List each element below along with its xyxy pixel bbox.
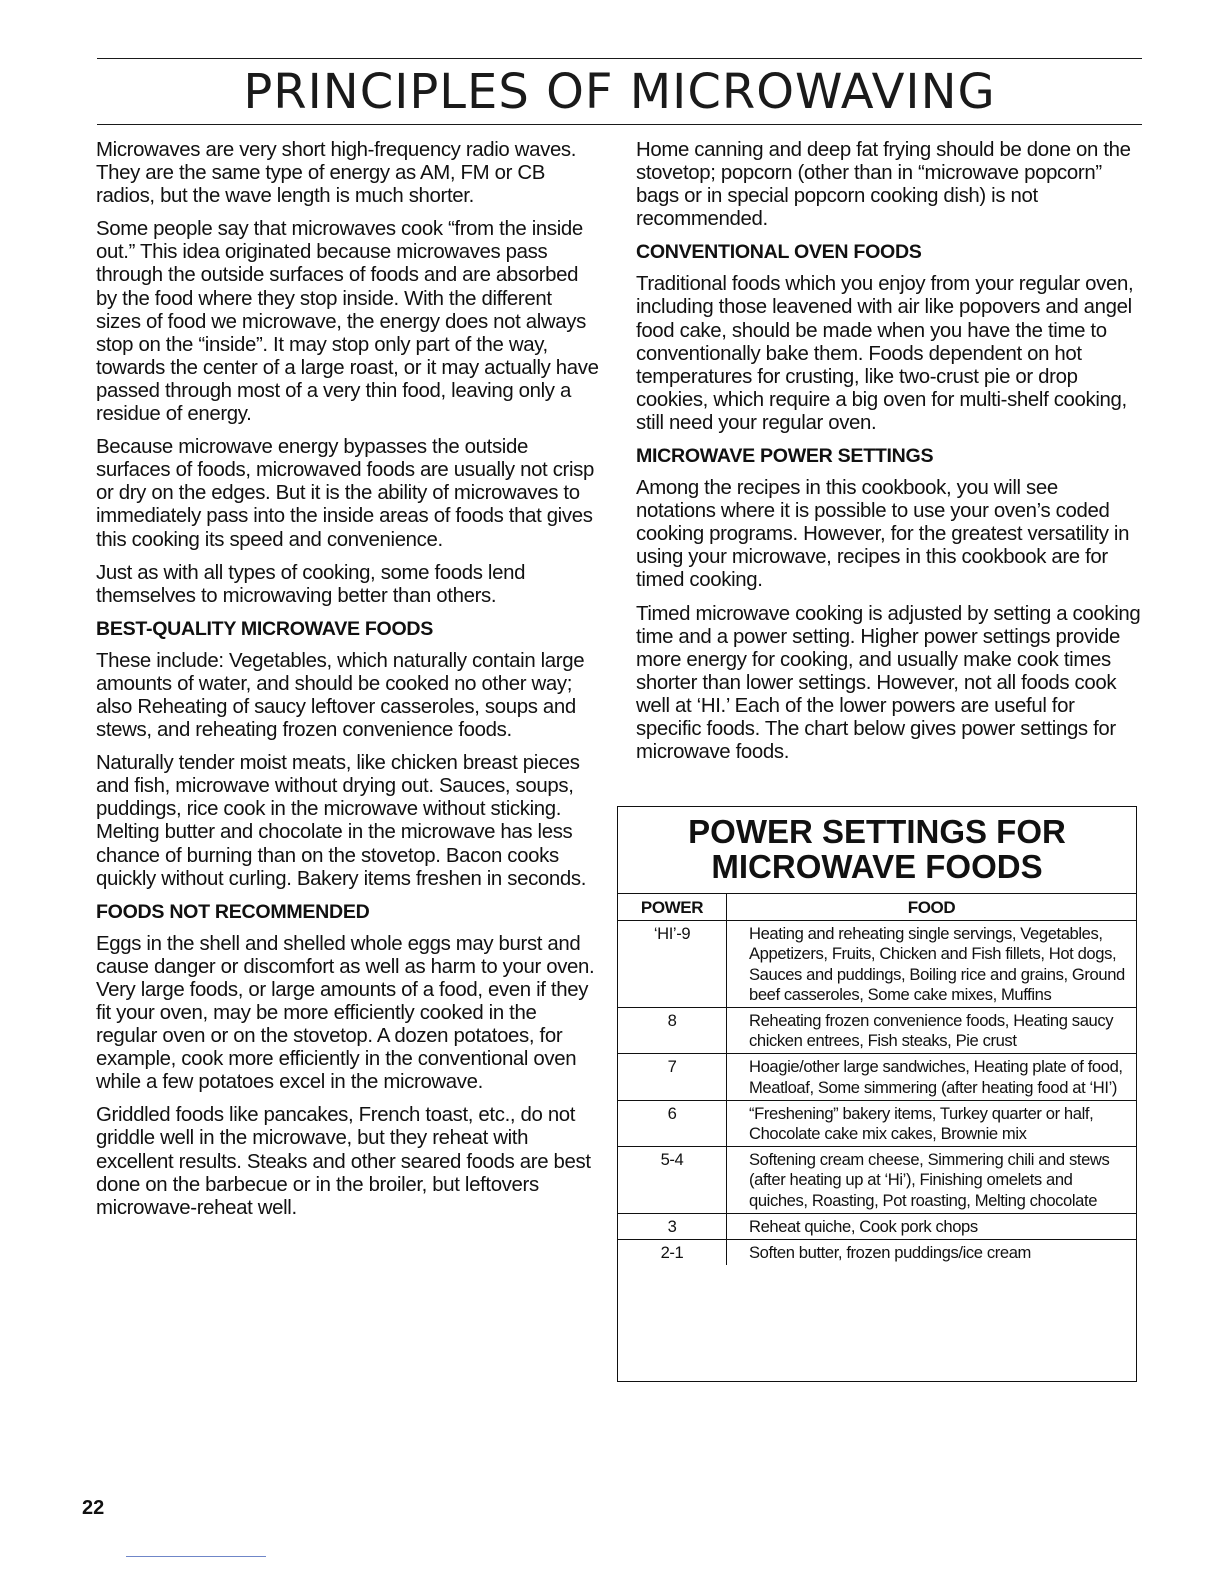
bypass-paragraph: Because microwave energy bypasses the outside surfaces of foods, microwaved foods are usually not crisp or dry on the edges. But it is the ability of microwaves to immediately pass into the inside areas of foods that gives this cooking its speed and convenience. — [96, 436, 594, 551]
power-cell: 3 — [618, 1213, 727, 1239]
not-recommended-paragraph-1: Eggs in the shell and shelled whole eggs may burst and cause danger or discomfort as well as harm to your oven. Very large foods, or large amounts of a food, even if they fit your oven, may be more efficiently cooked in the regular oven or on the stovetop. A dozen potatoes, for example, cook more efficiently in the conventional oven while a few potatoes excel in the microwave. — [96, 932, 595, 1094]
right-column — [636, 139, 1141, 774]
power-cell: 2-1 — [618, 1240, 727, 1266]
table-row — [618, 1147, 1136, 1214]
power-column-header: POWER — [618, 894, 727, 921]
food-column-header: FOOD — [727, 894, 1137, 921]
power-table-title — [618, 814, 1136, 884]
power-cell: 5-4 — [618, 1147, 727, 1214]
title-rule — [97, 124, 1142, 125]
conventional-oven-paragraph: Traditional foods which you enjoy from your regular oven, including those leavened with air like popovers and angel food cake, should be made when you have the time to conventionally bake them. Foods dependent on hot temperatures for crusting, like two-crust pie or drop cookies, which require a big oven for multi-shelf cooking, still need your regular oven. — [636, 273, 1134, 434]
top-rule — [97, 58, 1142, 59]
table-row — [618, 1008, 1136, 1054]
power-settings-heading: MICROWAVE POWER SETTINGS — [636, 445, 934, 468]
table-row — [618, 1240, 1136, 1266]
power-cell: 6 — [618, 1100, 727, 1146]
table-row — [618, 1213, 1136, 1239]
table-row — [618, 921, 1136, 1008]
food-cell: Hoagie/other large sandwiches, Heating plate of food, Meatloaf, Some simmering (after heating food at ‘HI’) — [727, 1054, 1137, 1100]
not-recommended-heading: FOODS NOT RECOMMENDED — [96, 900, 370, 923]
left-column — [96, 139, 600, 1230]
food-cell: Reheat quiche, Cook pork chops — [727, 1213, 1137, 1239]
power-settings-table-box — [617, 806, 1137, 1382]
power-cell: 7 — [618, 1054, 727, 1100]
food-cell: Soften butter, frozen puddings/ice cream — [727, 1240, 1137, 1266]
footer-rule — [126, 1556, 266, 1557]
food-cell: “Freshening” bakery items, Turkey quarter or half, Chocolate cake mix cakes, Brownie mix — [727, 1100, 1137, 1146]
food-cell: Softening cream cheese, Simmering chili and stews (after heating up at ‘Hi’), Finishing omelets and quiches, Roasting, Pot roasting, Melting chocolate — [727, 1147, 1137, 1214]
best-quality-heading: BEST-QUALITY MICROWAVE FOODS — [96, 617, 434, 640]
power-settings-paragraph-1: Among the recipes in this cookbook, you will see notations where it is possible to use your oven’s coded cooking programs. However, for the greatest versatility in using your microwave, recipes in this cookbook are for timed cooking. — [636, 477, 1130, 592]
canning-paragraph: Home canning and deep fat frying should be done on the stovetop; popcorn (other than in “microwave popcorn” bags or in special popcorn cooking dish) is not recommended. — [636, 139, 1131, 231]
power-cell: ‘HI’-9 — [618, 921, 727, 1008]
lend-paragraph: Just as with all types of cooking, some foods lend themselves to microwaving better than others. — [96, 561, 526, 607]
intro-paragraph: Microwaves are very short high-frequency radio waves. They are the same type of energy as AM, FM or CB radios, but the wave length is much shorter. — [96, 139, 577, 208]
food-cell: Heating and reheating single servings, Vegetables, Appetizers, Fruits, Chicken and Fish fillets, Hot dogs, Sauces and puddings, Boiling rice and grains, Ground beef casseroles, Some cake mixes, Muffins — [727, 921, 1137, 1008]
power-table-title-line-1: POWER SETTINGS FOR — [688, 813, 1066, 850]
conventional-oven-heading: CONVENTIONAL OVEN FOODS — [636, 241, 922, 264]
food-cell: Reheating frozen convenience foods, Heating saucy chicken entrees, Fish steaks, Pie crust — [727, 1008, 1137, 1054]
table-row — [618, 1054, 1136, 1100]
table-row — [618, 1100, 1136, 1146]
best-quality-paragraph-1: These include: Vegetables, which naturally contain large amounts of water, and should be cooked no other way; also Reheating of saucy leftover casseroles, soups and stews, and reheating frozen convenience foods. — [96, 649, 585, 742]
power-settings-table — [618, 893, 1136, 1265]
table-header-row — [618, 894, 1136, 921]
power-cell: 8 — [618, 1008, 727, 1054]
inside-out-paragraph: Some people say that microwaves cook “from the inside out.” This idea originated because microwaves pass through the outside surfaces of foods and are absorbed by the food where they stop inside. With the different sizes of food we microwave, the energy does not always stop on the “inside”. It may stop only part of the way, towards the center of a large roast, or it may actually have passed through most of a very thin food, leaving only a residue of energy. — [96, 218, 599, 426]
power-settings-paragraph-2: Timed microwave cooking is adjusted by setting a cooking time and a power setting. Higher power settings provide more energy for cooking, and usually make cook times shorter than lower settings. However, not all foods cook well at ‘HI.’ Each of the lower powers are useful for specific foods. The chart below gives power settings for microwave foods. — [636, 602, 1141, 764]
page-number: 22 — [82, 1497, 105, 1519]
power-table-title-line-2: MICROWAVE FOODS — [711, 848, 1043, 885]
not-recommended-paragraph-2: Griddled foods like pancakes, French toast, etc., do not griddle well in the microwave, but they reheat with excellent results. Steaks and other seared foods are best done on the barbecue or in the broiler, but leftovers microwave-reheat well. — [96, 1104, 591, 1219]
best-quality-paragraph-2: Naturally tender moist meats, like chicken breast pieces and fish, microwave without drying out. Sauces, soups, puddings, rice cook in the microwave without sticking. Melting butter and chocolate in the microwave has less chance of burning than on the stovetop. Bacon cooks quickly without curling. Bakery items freshen in seconds. — [96, 752, 587, 890]
page-title: PRINCIPLES OF MICROWAVING — [243, 64, 996, 120]
